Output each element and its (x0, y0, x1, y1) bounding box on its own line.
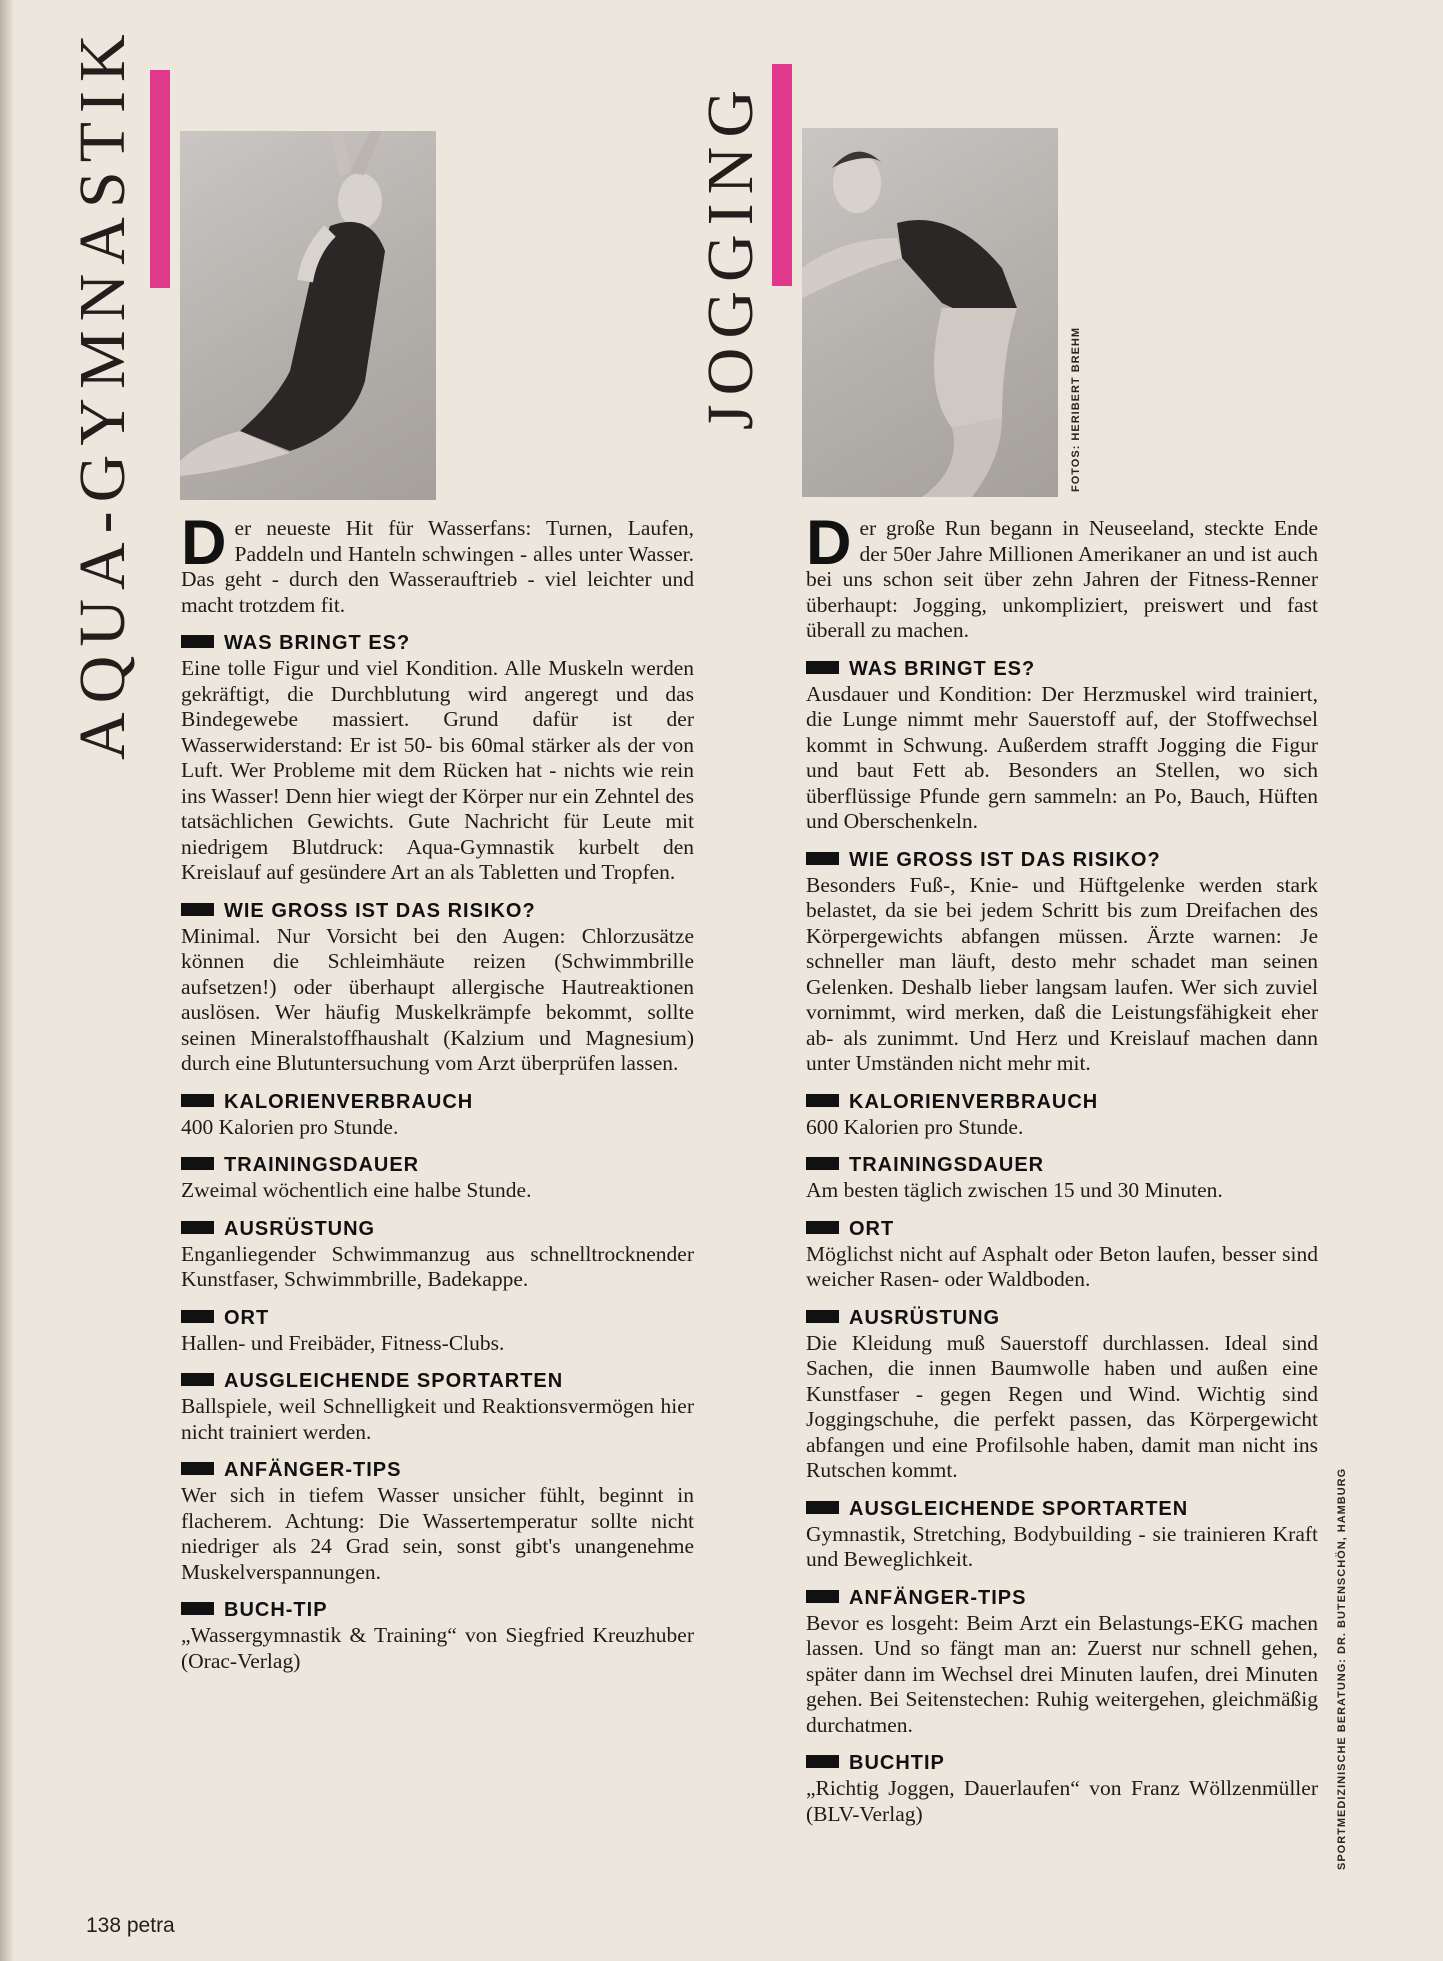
swimmer-photo (180, 131, 436, 500)
jogging-heading-tips: ANFÄNGER-TIPS (806, 1586, 1318, 1611)
aqua-heading-book: BUCH-TIP (181, 1598, 694, 1623)
jogging-text-duration: Am besten täglich zwischen 15 und 30 Minuten. (806, 1178, 1223, 1202)
aqua-text-place: Hallen- und Freibäder, Fitness-Clubs. (181, 1330, 505, 1355)
aqua-accent-bar (150, 70, 170, 288)
heading-bar-icon (806, 1755, 839, 1768)
heading-bar-icon (806, 1221, 839, 1234)
jogging-title: JOGGING (694, 81, 767, 430)
jogging-heading-book: BUCHTIP (806, 1751, 1318, 1776)
heading-bar-icon (181, 1373, 214, 1386)
jogging-section-benefits (806, 657, 1318, 835)
heading-bar-icon (806, 661, 839, 674)
jogging-text-place: Möglichst nicht auf Asphalt oder Beton laufen, besser sind weicher Rasen- oder Waldboden. (806, 1241, 1318, 1291)
jogging-heading-complementary: AUSGLEICHENDE SPORTARTEN (806, 1497, 1318, 1522)
jogging-dropcap: D (806, 508, 852, 578)
jogging-section-equipment (806, 1306, 1318, 1484)
heading-bar-icon (806, 1590, 839, 1603)
jogging-intro (806, 508, 1318, 644)
aqua-text-risk: Minimal. Nur Vorsicht bei den Augen: Chlorzusätze können die Schleimhäute reizen (Schwimmbrille aufsetzen!) oder überhaupt allergische Hautreaktionen auslösen. Wer häufig Muskelkrämpfe bekommt, sollte seinen Mineralstoffhaushalt (Kalzium und Magnesium) durch eine Blutuntersuchung vom Arzt überprüfen lassen. (181, 923, 694, 1075)
jogging-heading-duration: TRAININGSDAUER (806, 1153, 1318, 1178)
heading-bar-icon (806, 1310, 839, 1323)
jogging-intro-text: er große Run begann in Neuseeland, steckte Ende der 50er Jahre Millionen Amerikaner an und ist auch bei uns schon seit über zehn Jahren der Fitness-Renner überhaupt: Jogging, unkompliziert, preiswert und fast überall zu machen. (806, 516, 1318, 642)
aqua-text-benefits: Eine tolle Figur und viel Kondition. Alle Muskeln werden gekräftigt, die Durchblutung wird angeregt und das Bindegewebe massiert. Grund dafür ist der Wasserwiderstand: Er ist 50- bis 60mal stärker als der von Luft. Wer Probleme mit dem Rücken hat - nichts wie rein ins Wasser! Denn hier wiegt der Körper nur ein Zehntel des tatsächlichen Gewichts. Gute Nachricht für Leute mit niedrigem Blutdruck: Aqua-Gymnastik kurbelt den Kreislauf auf gesündere Art an als Tabletten und Tropfen. (181, 656, 694, 884)
aqua-heading-equipment: AUSRÜSTUNG (181, 1217, 694, 1242)
jogging-column (806, 508, 1318, 1827)
jogging-text-complementary: Gymnastik, Stretching, Bodybuilding - sie trainieren Kraft und Beweglichkeit. (806, 1521, 1318, 1571)
jogging-text-tips: Bevor es losgeht: Beim Arzt ein Belastungs-EKG machen lassen. Und so fängt man an: Zuerst nur schnell gehen, später dann im Wechsel drei Minuten laufen, drei Minuten gehen. Bei Seitenstechen: Ruhig weitergehen, gleichmäßig durchatmen. (806, 1610, 1318, 1737)
aqua-section-duration (181, 1153, 694, 1204)
heading-bar-icon (806, 852, 839, 865)
heading-bar-icon (181, 903, 214, 916)
aqua-section-book (181, 1598, 694, 1674)
jogging-text-benefits: Ausdauer und Kondition: Der Herzmuskel wird trainiert, die Lunge nimmt mehr Sauerstoff auf, der Stoffwechsel kommt in Schwung. Außerdem strafft Jogging die Figur und baut Fett ab. Besonders an Stellen, wo sich überflüssige Pfunde gern sammeln: an Po, Bauch, Hüften und Oberschenkeln. (806, 681, 1318, 833)
consulting-credit: SPORTMEDIZINISCHE BERATUNG: DR. BUTENSCHÖN, HAMBURG (1336, 1467, 1348, 1870)
heading-bar-icon (181, 635, 214, 648)
aqua-section-calories (181, 1090, 694, 1141)
aqua-text-tips: Wer sich in tiefem Wasser unsicher fühlt, beginnt in flacherem. Achtung: Die Wassertemperatur sollte nicht niedriger als 24 Grad sein, sonst gibt's unangenehme Muskelverspannungen. (181, 1483, 694, 1584)
photo-credit: FOTOS: HERIBERT BREHM (1070, 326, 1082, 492)
jogging-accent-bar (772, 64, 792, 286)
page-number: 138 petra (86, 1914, 175, 1937)
aqua-heading-duration: TRAININGSDAUER (181, 1153, 694, 1178)
runner-icon (802, 128, 1058, 497)
heading-bar-icon (806, 1501, 839, 1514)
heading-bar-icon (181, 1602, 214, 1615)
aqua-text-duration: Zweimal wöchentlich eine halbe Stunde. (181, 1178, 532, 1202)
aqua-section-benefits (181, 631, 694, 886)
jogging-section-duration (806, 1153, 1318, 1204)
aqua-heading-calories: KALORIENVERBRAUCH (181, 1090, 694, 1115)
heading-bar-icon (806, 1094, 839, 1107)
aqua-intro (181, 508, 694, 618)
aqua-section-risk (181, 899, 694, 1077)
jogging-text-equipment: Die Kleidung muß Sauerstoff durchlassen. Ideal sind Sachen, die innen Baumwolle haben und außen eine Kunstfaser - gegen Regen und Wind. Wichtig sind Joggingschuhe, die perfekt passen, das Körpergewicht abfangen und eine Profilsohle haben, damit man nicht ins Rutschen kommt. (806, 1330, 1318, 1482)
aqua-heading-complementary: AUSGLEICHENDE SPORTARTEN (181, 1369, 694, 1394)
aqua-section-equipment (181, 1217, 694, 1293)
aqua-section-place (181, 1306, 694, 1357)
jogging-heading-place: ORT (806, 1217, 1318, 1242)
jogging-heading-calories: KALORIENVERBRAUCH (806, 1090, 1318, 1115)
aqua-heading-risk: WIE GROSS IST DAS RISIKO? (181, 899, 694, 924)
jogging-text-book: „Richtig Joggen, Dauerlaufen“ von Franz Wöllzenmüller (BLV-Verlag) (806, 1776, 1318, 1826)
aqua-heading-tips: ANFÄNGER-TIPS (181, 1458, 694, 1483)
aqua-intro-text: er neueste Hit für Wasserfans: Turnen, Laufen, Paddeln und Hanteln schwingen - alles unter Wasser. Das geht - durch den Wasserauftrieb - viel leichter und macht trotzdem fit. (181, 516, 694, 617)
heading-bar-icon (181, 1221, 214, 1234)
aqua-text-book: „Wassergymnastik & Training“ von Siegfried Kreuzhuber (Orac-Verlag) (181, 1623, 694, 1673)
aqua-heading-benefits: WAS BRINGT ES? (181, 631, 694, 656)
jogging-text-calories: 600 Kalorien pro Stunde. (806, 1114, 1024, 1139)
jogging-heading-benefits: WAS BRINGT ES? (806, 657, 1318, 682)
aqua-title: AQUA-GYMNASTIK (66, 25, 139, 760)
jogging-section-book (806, 1751, 1318, 1827)
aqua-dropcap: D (181, 508, 227, 578)
runner-photo (802, 128, 1058, 497)
heading-bar-icon (181, 1094, 214, 1107)
heading-bar-icon (181, 1310, 214, 1323)
heading-bar-icon (806, 1157, 839, 1170)
aqua-column (181, 508, 694, 1674)
jogging-heading-risk: WIE GROSS IST DAS RISIKO? (806, 848, 1318, 873)
aqua-text-equipment: Enganliegender Schwimmanzug aus schnelltrocknender Kunstfaser, Schwimmbrille, Badekappe. (181, 1241, 694, 1291)
jogging-section-calories (806, 1090, 1318, 1141)
jogging-section-place (806, 1217, 1318, 1293)
heading-bar-icon (181, 1157, 214, 1170)
aqua-section-tips (181, 1458, 694, 1585)
aqua-section-complementary (181, 1369, 694, 1445)
aqua-text-calories: 400 Kalorien pro Stunde. (181, 1114, 399, 1139)
jogging-section-complementary (806, 1497, 1318, 1573)
heading-bar-icon (181, 1462, 214, 1475)
jogging-section-tips (806, 1586, 1318, 1739)
jogging-heading-equipment: AUSRÜSTUNG (806, 1306, 1318, 1331)
jogging-text-risk: Besonders Fuß-, Knie- und Hüftgelenke werden stark belastet, da sie bei jedem Schritt bis zum Dreifachen des Körpergewichts abfangen müssen. Ärzte warnen: Je schneller man läuft, desto mehr schadet man seinen Gelenken. Deshalb lieber langsam laufen. Wer sich zuviel vornimmt, wird merken, daß die Leistungsfähigkeit eher ab- als zunimmt. Und Herz und Kreislauf machen dann unter Umständen nicht mehr mit. (806, 872, 1318, 1075)
aqua-text-complementary: Ballspiele, weil Schnelligkeit und Reaktionsvermögen hier nicht trainiert werden. (181, 1394, 694, 1444)
page-edge-shadow (0, 0, 14, 1961)
jogging-section-risk (806, 848, 1318, 1077)
swimmer-icon (180, 131, 436, 500)
aqua-heading-place: ORT (181, 1306, 694, 1331)
